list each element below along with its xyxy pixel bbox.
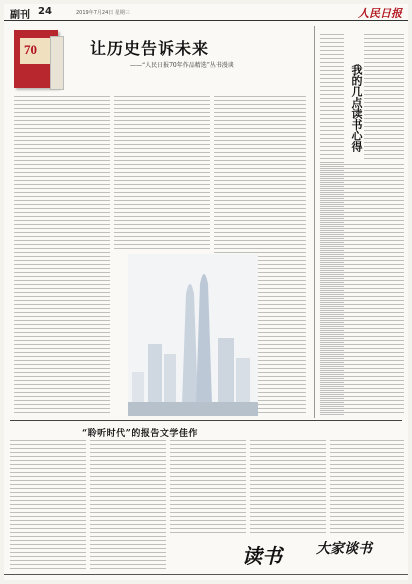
- page-header: [4, 4, 408, 21]
- feature-article: [10, 26, 310, 418]
- masthead-logo: 人民日报: [358, 7, 402, 20]
- book-spine-image: [50, 36, 64, 90]
- page-footer: [4, 574, 408, 581]
- page-number: 24: [38, 6, 52, 17]
- feature-column-2: [114, 96, 210, 252]
- column-divider: [314, 26, 315, 418]
- article-column-5: [330, 440, 404, 536]
- newspaper-page: [4, 4, 408, 580]
- article-column-3: [170, 440, 246, 536]
- article-column-2: [90, 440, 166, 570]
- book-cover-number: 70: [24, 42, 37, 57]
- essay-column-2: [320, 164, 404, 416]
- article-column-1: [10, 440, 86, 570]
- essay-title: 我的几点读书心得: [350, 64, 363, 152]
- article-column-4: [250, 440, 326, 536]
- essay-column-3: [364, 34, 404, 160]
- city-skyline-image: [128, 254, 258, 416]
- issue-date: 2019年7月24日 星期三: [76, 10, 130, 16]
- calligraphy-column-logo: 大家谈书: [316, 541, 372, 557]
- section-divider: [10, 420, 402, 421]
- feature-subtitle: ——“人民日报70年作品精选”丛书漫谈: [130, 62, 234, 69]
- calligraphy-du-shu: 读书: [242, 544, 282, 568]
- section-name: 副刊: [10, 10, 30, 21]
- article-title: “聆听时代”的报告文学佳作: [82, 429, 198, 439]
- feature-title: 让历史告诉未来: [90, 39, 210, 58]
- feature-column-1: [14, 96, 110, 416]
